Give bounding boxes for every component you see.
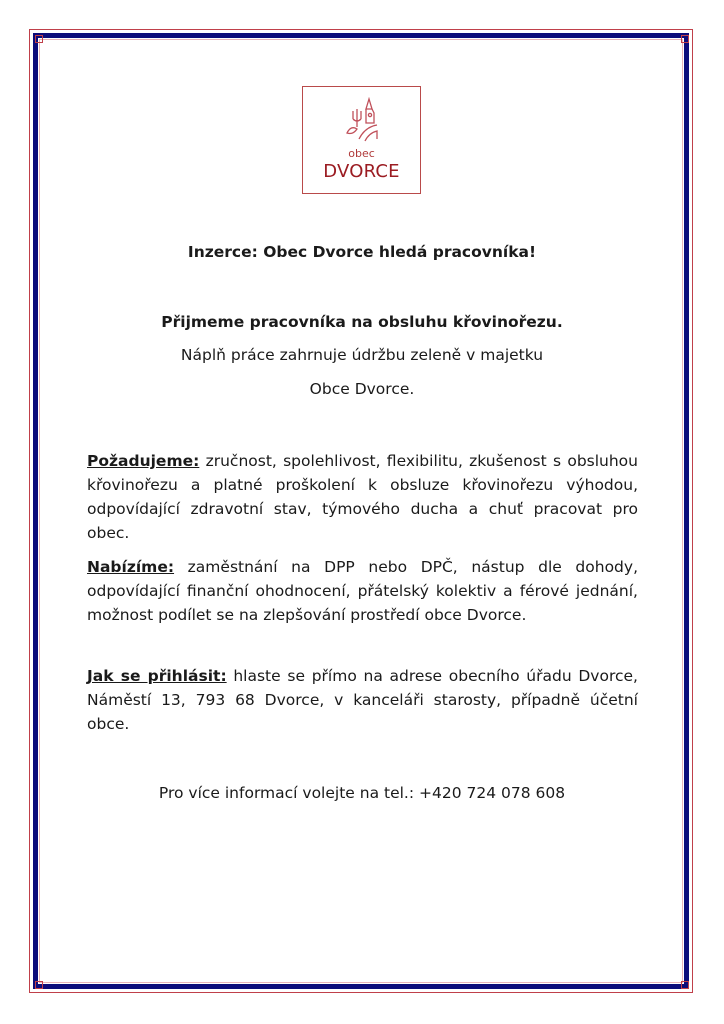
requirements-text: zručnost, spolehlivost, flexibilitu, zkušenost s obsluhou křovinořezu a platné proškolení k obsluze křovinořezu výhodou, odpovídající zdravotní stav, týmového ducha a chuť pracovat pro obec. bbox=[87, 452, 638, 542]
job-description-line-2: Obce Dvorce. bbox=[309, 380, 415, 398]
corner-ornament-top-left bbox=[35, 35, 43, 43]
contact-phone-line: Pro více informací volejte na tel.: +420 724 078 608 bbox=[158, 784, 566, 802]
ad-headline: Inzerce: Obec Dvorce hledá pracovníka! bbox=[187, 243, 537, 261]
offer-paragraph bbox=[87, 555, 638, 627]
job-description-line-1: Náplň práce zahrnuje údržbu zeleně v majetku bbox=[180, 346, 544, 364]
logo-small-text: obec bbox=[348, 147, 375, 160]
how-to-apply-label: Jak se přihlásit: bbox=[87, 667, 227, 685]
offer-text: zaměstnání na DPP nebo DPČ, nástup dle dohody, odpovídající finanční ohodnocení, přátelský kolektiv a férové jednání, možnost podílet se na zlepšování prostředí obce Dvorce. bbox=[87, 558, 638, 624]
offer-label: Nabízíme: bbox=[87, 558, 175, 576]
job-offer-title: Přijmeme pracovníka na obsluhu křovinořezu. bbox=[161, 313, 563, 331]
requirements-paragraph bbox=[87, 449, 638, 545]
municipality-logo bbox=[302, 86, 421, 194]
corner-ornament-bottom-left bbox=[35, 981, 43, 989]
logo-municipality-name: DVORCE bbox=[323, 161, 400, 182]
corner-ornament-bottom-right bbox=[681, 981, 689, 989]
how-to-apply-paragraph bbox=[87, 664, 638, 736]
how-to-apply-text: hlaste se přímo na adrese obecního úřadu Dvorce, Náměstí 13, 793 68 Dvorce, v kanceláři starosty, případně účetní obce. bbox=[87, 667, 638, 733]
church-trident-leaf-emblem-icon bbox=[341, 97, 385, 143]
requirements-label: Požadujeme: bbox=[87, 452, 200, 470]
corner-ornament-top-right bbox=[681, 35, 689, 43]
